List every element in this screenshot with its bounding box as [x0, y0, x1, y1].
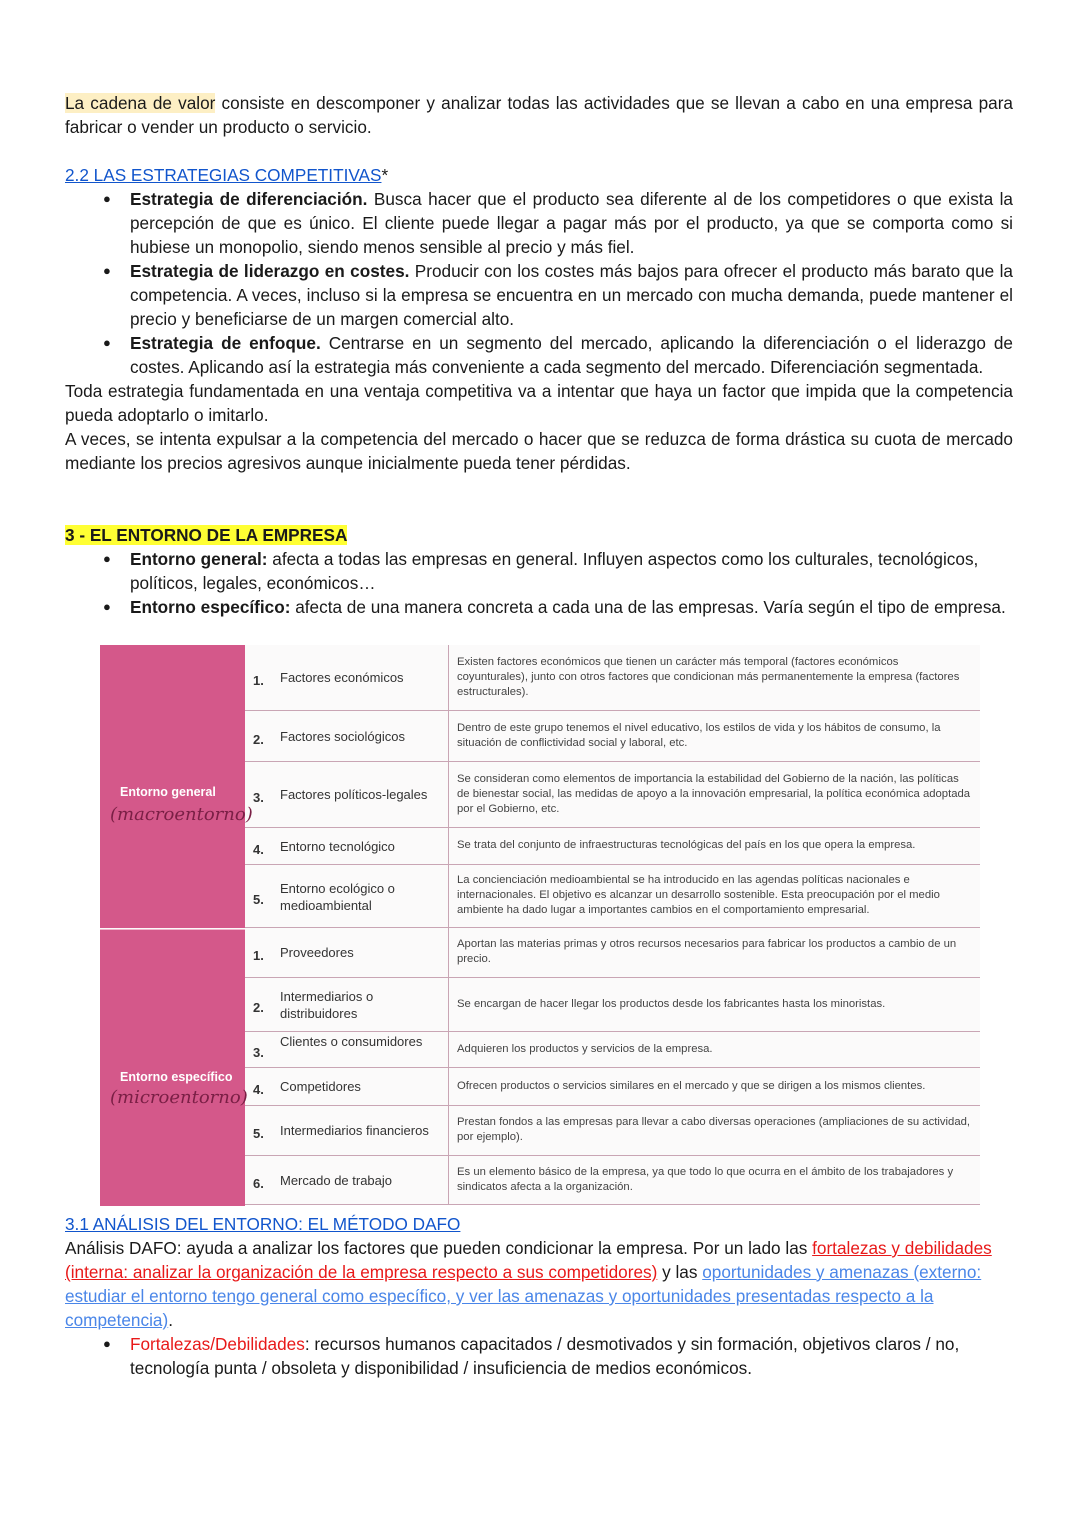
list-item: ● Entorno general: afecta a todas las empresas en general. Influyen aspectos como los culturales, tecnológicos, políticos, legales, económicos… — [65, 547, 1013, 595]
row-description: Es un elemento básico de la empresa, ya que todo lo que ocurra en el ámbito de los trabajadores y sindicatos afecta a la organización. — [457, 1165, 954, 1193]
section-heading — [65, 163, 1013, 187]
entorno-list — [65, 547, 1013, 619]
intro-text: consiste en descomponer y analizar todas las actividades que se llevan a cabo en una empresa para fabricar o vender un producto o servicio. — [65, 93, 1013, 137]
strategy-list — [65, 187, 1013, 379]
row-label: Proveedores — [280, 945, 354, 960]
row-label: Factores económicos — [280, 670, 404, 685]
specific-label-cell — [100, 929, 248, 1206]
row-number: 3. — [253, 790, 264, 805]
list-item: ● Fortalezas/Debilidades: recursos humanos capacitados / desmotivados y sin formación, objetivos claros / no, tecnología punta / obsoleta y disponibilidad / insuficiencia de medios económicos. — [65, 1332, 1013, 1380]
section-3-1 — [65, 1212, 1013, 1380]
column-divider — [448, 762, 449, 827]
row-label: Intermediarios financieros — [280, 1123, 429, 1138]
list-item: ● Entorno específico: afecta de una manera concreta a cada una de las empresas. Varía según el tipo de empresa. — [65, 595, 1013, 619]
table-row — [245, 978, 980, 1032]
column-divider — [448, 978, 449, 1031]
row-label: Entorno tecnológico — [280, 838, 395, 854]
row-number: 4. — [253, 841, 264, 857]
row-label: Entorno ecológico o medioambiental — [280, 880, 395, 913]
heading-link[interactable]: 2.2 LAS ESTRATEGIAS COMPETITIVAS — [65, 165, 382, 185]
row-number: 2. — [253, 731, 264, 747]
table-row — [245, 1106, 980, 1156]
column-divider — [448, 1032, 449, 1067]
column-divider — [448, 1068, 449, 1105]
list-item: ● Estrategia de diferenciación. Busca hacer que el producto sea diferente al de los competidores o que exista la percepción de que es único. El cliente puede llegar a pagar más por el producto, ya que se comporta como si hubiese un monopolio, siendo menos sensible al precio y más fiel. — [65, 187, 1013, 259]
row-description: Dentro de este grupo tenemos el nivel educativo, los estilos de vida y los hábitos de consumo, la situación de conflictividad social y laboral, etc. — [457, 721, 941, 749]
table-row — [245, 762, 980, 828]
table-row — [245, 928, 980, 978]
row-description: Se consideran como elementos de importancia la estabilidad del Gobierno de la nación, las políticas de bienestar social, las medidas de apoyo a la innovación empresarial, la política económica adoptada por el Gobierno, etc. — [457, 772, 971, 815]
handwritten-note: (microentorno) — [110, 1087, 248, 1108]
specific-title: Entorno específico — [120, 1070, 233, 1084]
list-item: ● Estrategia de enfoque. Centrarse en un segmento del mercado, aplicando la diferenciación o el liderazgo de costes. Aplicando así la estrategia más conveniente a cada segmento del mercado. Diferenciación segmentada. — [65, 331, 1013, 379]
general-title: Entorno general — [120, 785, 216, 799]
handwritten-note: (macroentorno) — [110, 804, 253, 825]
row-number: 5. — [253, 1126, 264, 1141]
table-row — [245, 711, 980, 762]
dafo-paragraph: Análisis DAFO: ayuda a analizar los factores que pueden condicionar la empresa. Por un lado las fortalezas y debilidades (interna: analizar la organización de la empresa respecto a sus competidores) y las oportunidades y amenazas (externo: estudiar el entorno tengo general como específico, y ver las amenazas y oportunidades presentadas respecto a la competencia). — [65, 1238, 992, 1330]
row-number: 2. — [253, 1000, 264, 1015]
section-3 — [65, 523, 1013, 619]
intro-paragraph — [65, 91, 1013, 139]
column-divider — [448, 1106, 449, 1155]
table-row — [245, 865, 980, 928]
column-divider — [448, 928, 449, 977]
row-label: Mercado de trabajo — [280, 1172, 393, 1188]
row-description: Existen factores económicos que tienen un carácter más temporal (factores económicos coyunturales), junto con otros factores que condicionan más permanentemente la empresa (factores estructurales). — [457, 655, 960, 698]
row-description: Se trata del conjunto de infraestructuras tecnológicas del país en los que opera la empresa. — [457, 839, 916, 851]
asterisk: * — [381, 165, 389, 185]
row-description: Aportan las materias primas y otros recursos necesarios para fabricar los productos a cambio de un precio. — [457, 938, 957, 965]
paragraph: Toda estrategia fundamentada en una ventaja competitiva va a intentar que haya un factor que impida que la competencia pueda adoptarlo o imitarlo. — [65, 381, 1013, 425]
column-divider — [448, 828, 449, 864]
table-row — [245, 828, 980, 865]
column-divider — [448, 1156, 449, 1204]
row-label: Factores sociológicos — [280, 728, 405, 744]
table-row — [245, 1032, 980, 1068]
table-row — [245, 1068, 980, 1106]
internal-link[interactable]: fortalezas y debilidades (interna: analizar la organización de la empresa respecto a sus competidores) — [65, 1238, 992, 1282]
external-link[interactable]: oportunidades y amenazas (externo: estudiar el entorno tengo general como específico, y ver las amenazas y oportunidades presentadas respecto a la competencia) — [65, 1262, 982, 1330]
row-label: Factores políticos-legales — [280, 787, 428, 802]
row-label: Intermediarios o distribuidores — [280, 989, 374, 1021]
row-number: 4. — [253, 1082, 264, 1097]
table-row — [245, 645, 980, 711]
column-divider — [448, 865, 449, 927]
column-divider — [448, 711, 449, 761]
row-label: Competidores — [280, 1079, 361, 1094]
section-heading: 3 - EL ENTORNO DE LA EMPRESA — [65, 525, 348, 545]
list-item: ● Estrategia de liderazgo en costes. Producir con los costes más bajos para ofrecer el producto más barato que la competencia. A veces, incluso si la empresa se encuentra en un mercado con mucha demanda, puede mantener el precio y beneficiarse de un margen comercial alto. — [65, 259, 1013, 331]
row-number: 1. — [253, 673, 264, 688]
heading-link[interactable]: 3.1 ANÁLISIS DEL ENTORNO: EL MÉTODO DAFO — [65, 1214, 461, 1234]
section-2-2 — [65, 163, 1013, 475]
entorno-table-image — [100, 645, 980, 1205]
paragraph: A veces, se intenta expulsar a la competencia del mercado o hacer que se reduzca de forma drástica su cuota de mercado mediante los precios agresivos aunque inicialmente pueda tener pérdidas. — [65, 429, 1013, 473]
column-divider — [448, 645, 449, 710]
highlight-term: La cadena de valor — [65, 93, 216, 113]
row-description: Se encargan de hacer llegar los productos desde los fabricantes hasta los minoristas. — [457, 997, 886, 1010]
row-description: Adquieren los productos y servicios de la empresa. — [457, 1042, 713, 1055]
row-description: Prestan fondos a las empresas para llevar a cabo diversas operaciones (ampliaciones de su actividad, por ejemplo). — [457, 1116, 971, 1143]
row-description: La concienciación medioambiental se ha introducido en las agendas políticas nacionales e internacionales. El objetivo es alcanzar un desarrollo sostenible. Esta preocupación por el medio ambiente ha dado lugar a importantes cambios en el comportamiento empresarial. — [457, 874, 940, 916]
table-row — [245, 1156, 980, 1205]
row-number: 3. — [253, 1045, 264, 1060]
row-label: Clientes o consumidores — [280, 1034, 423, 1049]
row-description: Ofrecen productos o servicios similares en el mercado y que se dirigen a los mismos clientes. — [457, 1079, 926, 1092]
row-number: 6. — [253, 1175, 264, 1191]
row-number: 5. — [253, 891, 264, 907]
general-label-cell — [100, 645, 253, 928]
row-number: 1. — [253, 948, 264, 963]
